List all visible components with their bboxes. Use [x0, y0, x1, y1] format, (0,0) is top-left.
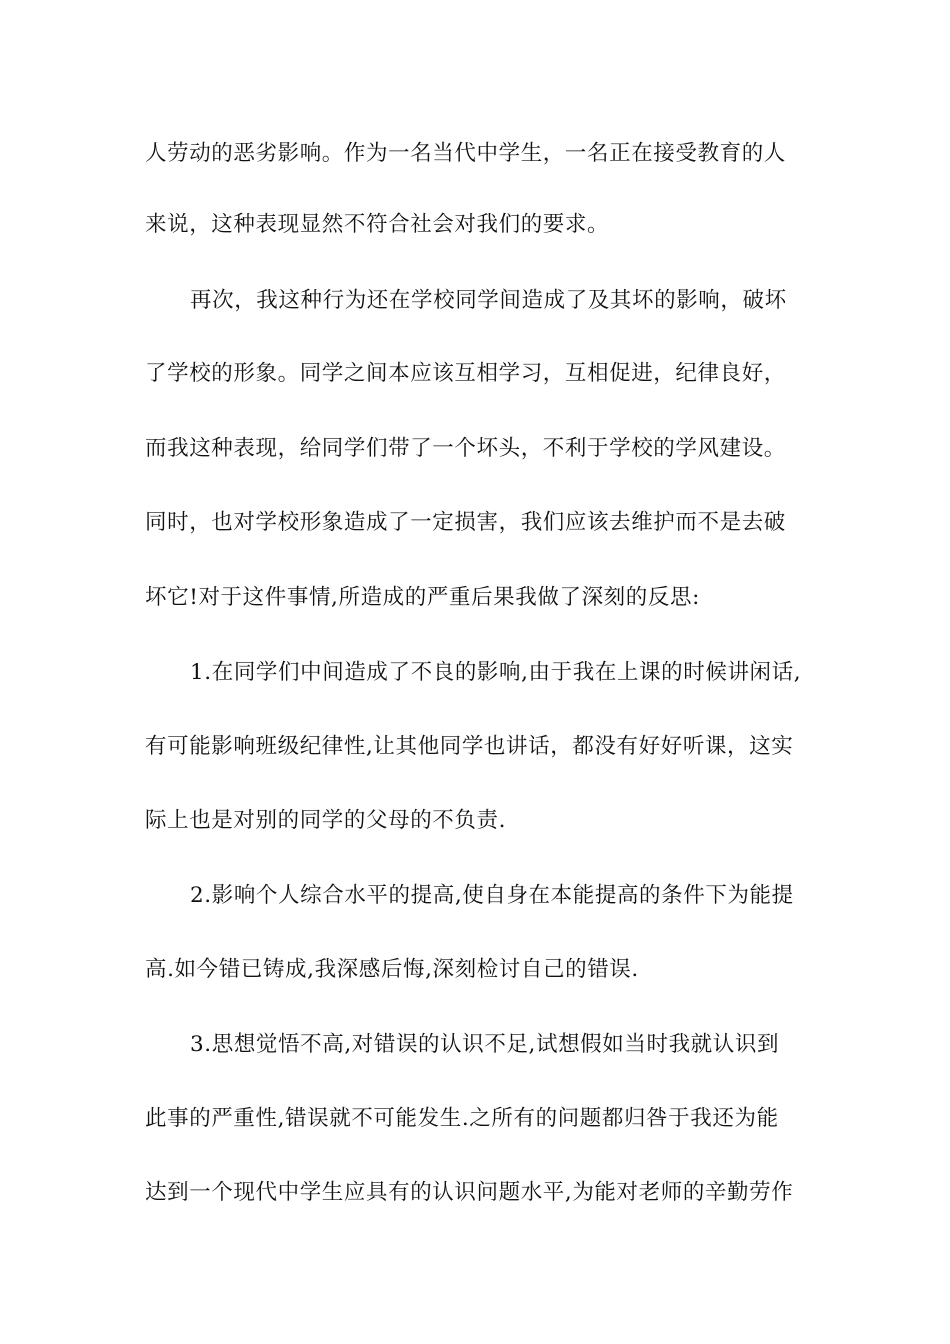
text-line: 人劳动的恶劣影响。作为一名当代中学生，一名正在接受教育的人 — [145, 141, 786, 166]
text-line: 来说，这种表现显然不符合社会对我们的要求。 — [145, 212, 610, 237]
text-line: 同时，也对学校形象造成了一定损害，我们应该去维护而不是去破 — [145, 510, 786, 535]
text-line: 而我这种表现，给同学们带了一个坏头，不利于学校的学风建设。 — [145, 436, 786, 461]
text-line: 有可能影响班级纪律性,让其他同学也讲话，都没有好好听课，这实 — [145, 734, 794, 759]
text-line: 此事的严重性,错误就不可能发生.之所有的问题都归咎于我还为能 — [145, 1106, 779, 1131]
text-line: 际上也是对别的同学的父母的不负责. — [145, 808, 507, 833]
list-item-2-start: 2.影响个人综合水平的提高,使自身在本能提高的条件下为能提 — [190, 883, 794, 908]
paragraph-start-line: 再次，我这种行为还在学校同学间造成了及其坏的影响，破坏 — [190, 288, 787, 313]
list-item-3-start: 3.思想觉悟不高,对错误的认识不足,试想假如当时我就认识到 — [190, 1032, 780, 1057]
text-line: 了学校的形象。同学之间本应该互相学习，互相促进，纪律良好， — [145, 361, 786, 386]
text-line: 达到一个现代中学生应具有的认识问题水平,为能对老师的辛勤劳作 — [145, 1180, 794, 1205]
list-item-1-start: 1.在同学们中间造成了不良的影响,由于我在上课的时候讲闲话, — [190, 660, 802, 685]
text-line: 坏它!对于这件事情,所造成的严重后果我做了深刻的反思: — [145, 585, 700, 610]
text-line: 高.如今错已铸成,我深感后悔,深刻检讨自己的错误. — [145, 957, 639, 982]
